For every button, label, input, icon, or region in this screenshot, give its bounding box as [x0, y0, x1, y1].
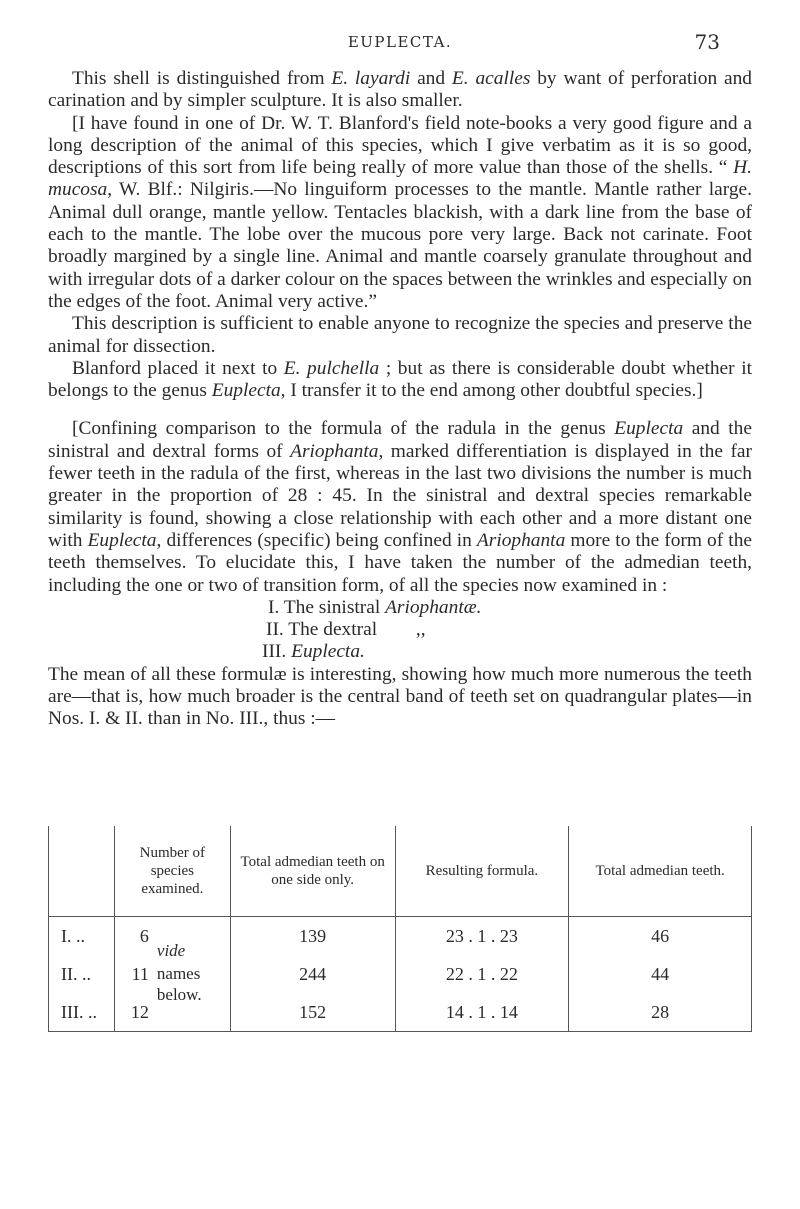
list-item: I. The sinistral Ariophantæ.	[268, 596, 482, 618]
list-item: III. Euplecta.	[262, 641, 365, 663]
total-cell: 28	[569, 993, 752, 1032]
paragraph-1: This shell is distinguished from E. layardi and E. acalles by want of perforation and carination and by simpler sculpture. It is also smaller.	[48, 68, 752, 112]
paragraph-5: [Confining comparison to the formula of the radula in the genus Euplecta and the sinistral and dextral forms of Ariophanta, marked differentiation is displayed in the far fewer teeth in the radula of the first, whereas in the last two divisions the number is much greater in the proportion of 28 : 45. In the sinistral and dextral species remarkable similarity is found, showing a close relationship with each other and a more distant one with Euplecta, differences (specific) being confined in Ariophanta more to the form of the teeth themselves. To elucidate this, I have taken the number of the admedian teeth, including the one or two of transition form, of all the species now examined in :	[48, 418, 752, 596]
table-header-row	[49, 826, 752, 917]
vide-note: names	[156, 964, 201, 983]
vide-note: vide	[156, 941, 186, 960]
table-row	[49, 993, 752, 1032]
paragraph-4: Blanford placed it next to E. pulchella ; but as there is considerable doubt whether it belongs to the genus Euplecta, I transfer it to the end among other doubtful species.]	[48, 357, 752, 402]
species-count: 12	[130, 1002, 149, 1022]
division-list	[48, 597, 752, 664]
page-number: 73	[694, 30, 720, 54]
row-label: III. ..	[49, 993, 115, 1032]
table-header-cell: Total admedian teeth on one side only.	[230, 826, 395, 917]
table-row	[49, 917, 752, 956]
paragraph-6: The mean of all these formulæ is interesting, showing how much more numerous the teeth are—that is, how much broader is the central band of teeth set on quadrangular plates—in Nos. I. & II. than in No. III., thus :—	[48, 663, 752, 730]
radula-formula-table	[48, 826, 752, 1032]
table-row	[49, 955, 752, 993]
running-title: EUPLECTA.	[347, 33, 453, 51]
species-cell	[114, 917, 230, 960]
table-header-cell: Total admedian teeth.	[569, 826, 752, 917]
body-text	[48, 68, 752, 731]
teeth-cell: 152	[230, 993, 395, 1032]
species-count: 11	[131, 964, 149, 984]
total-cell: 46	[569, 917, 752, 956]
species-cell	[114, 993, 230, 1032]
vide-note: below.	[156, 985, 202, 1004]
row-label: I. ..	[49, 917, 115, 956]
formula-cell: 22 . 1 . 22	[395, 955, 569, 993]
formula-cell: 23 . 1 . 23	[395, 917, 569, 956]
table-header-cell: Number of species examined.	[114, 826, 230, 917]
species-cell	[114, 955, 230, 1004]
paragraph-3: This description is sufficient to enable anyone to recognize the species and preserve the animal for dissection.	[48, 313, 752, 357]
paragraph-2: [I have found in one of Dr. W. T. Blanford's field note-books a very good figure and a long description of the animal of this species, which I give verbatim as it is so good, descriptions of this sort from life being really of more value than those of the shells. “ H. mucosa, W. Blf.: Nilgiris.—No linguiform processes to the mantle. Mantle rather large. Animal dull orange, mantle yellow. Tentacles blackish, with a dark line from the base of each to the mantle. The lobe over the mucous pore very large. Back not carinate. Foot broadly margined by a single line. Animal and mantle coarsely granulate throughout and with irregular dots of a darker colour on the spaces between the wrinkles and especially on the edges of the foot. Animal very active.”	[48, 112, 752, 312]
table-header-cell: Resulting formula.	[395, 826, 569, 917]
formula-cell: 14 . 1 . 14	[395, 993, 569, 1032]
row-label: II. ..	[49, 955, 115, 993]
teeth-cell: 244	[230, 955, 395, 993]
species-count: 6	[139, 926, 149, 946]
total-cell: 44	[569, 955, 752, 993]
list-item: II. The dextral ,,	[266, 619, 426, 641]
table-header-cell	[49, 826, 115, 917]
running-head	[0, 30, 800, 56]
teeth-cell: 139	[230, 917, 395, 956]
